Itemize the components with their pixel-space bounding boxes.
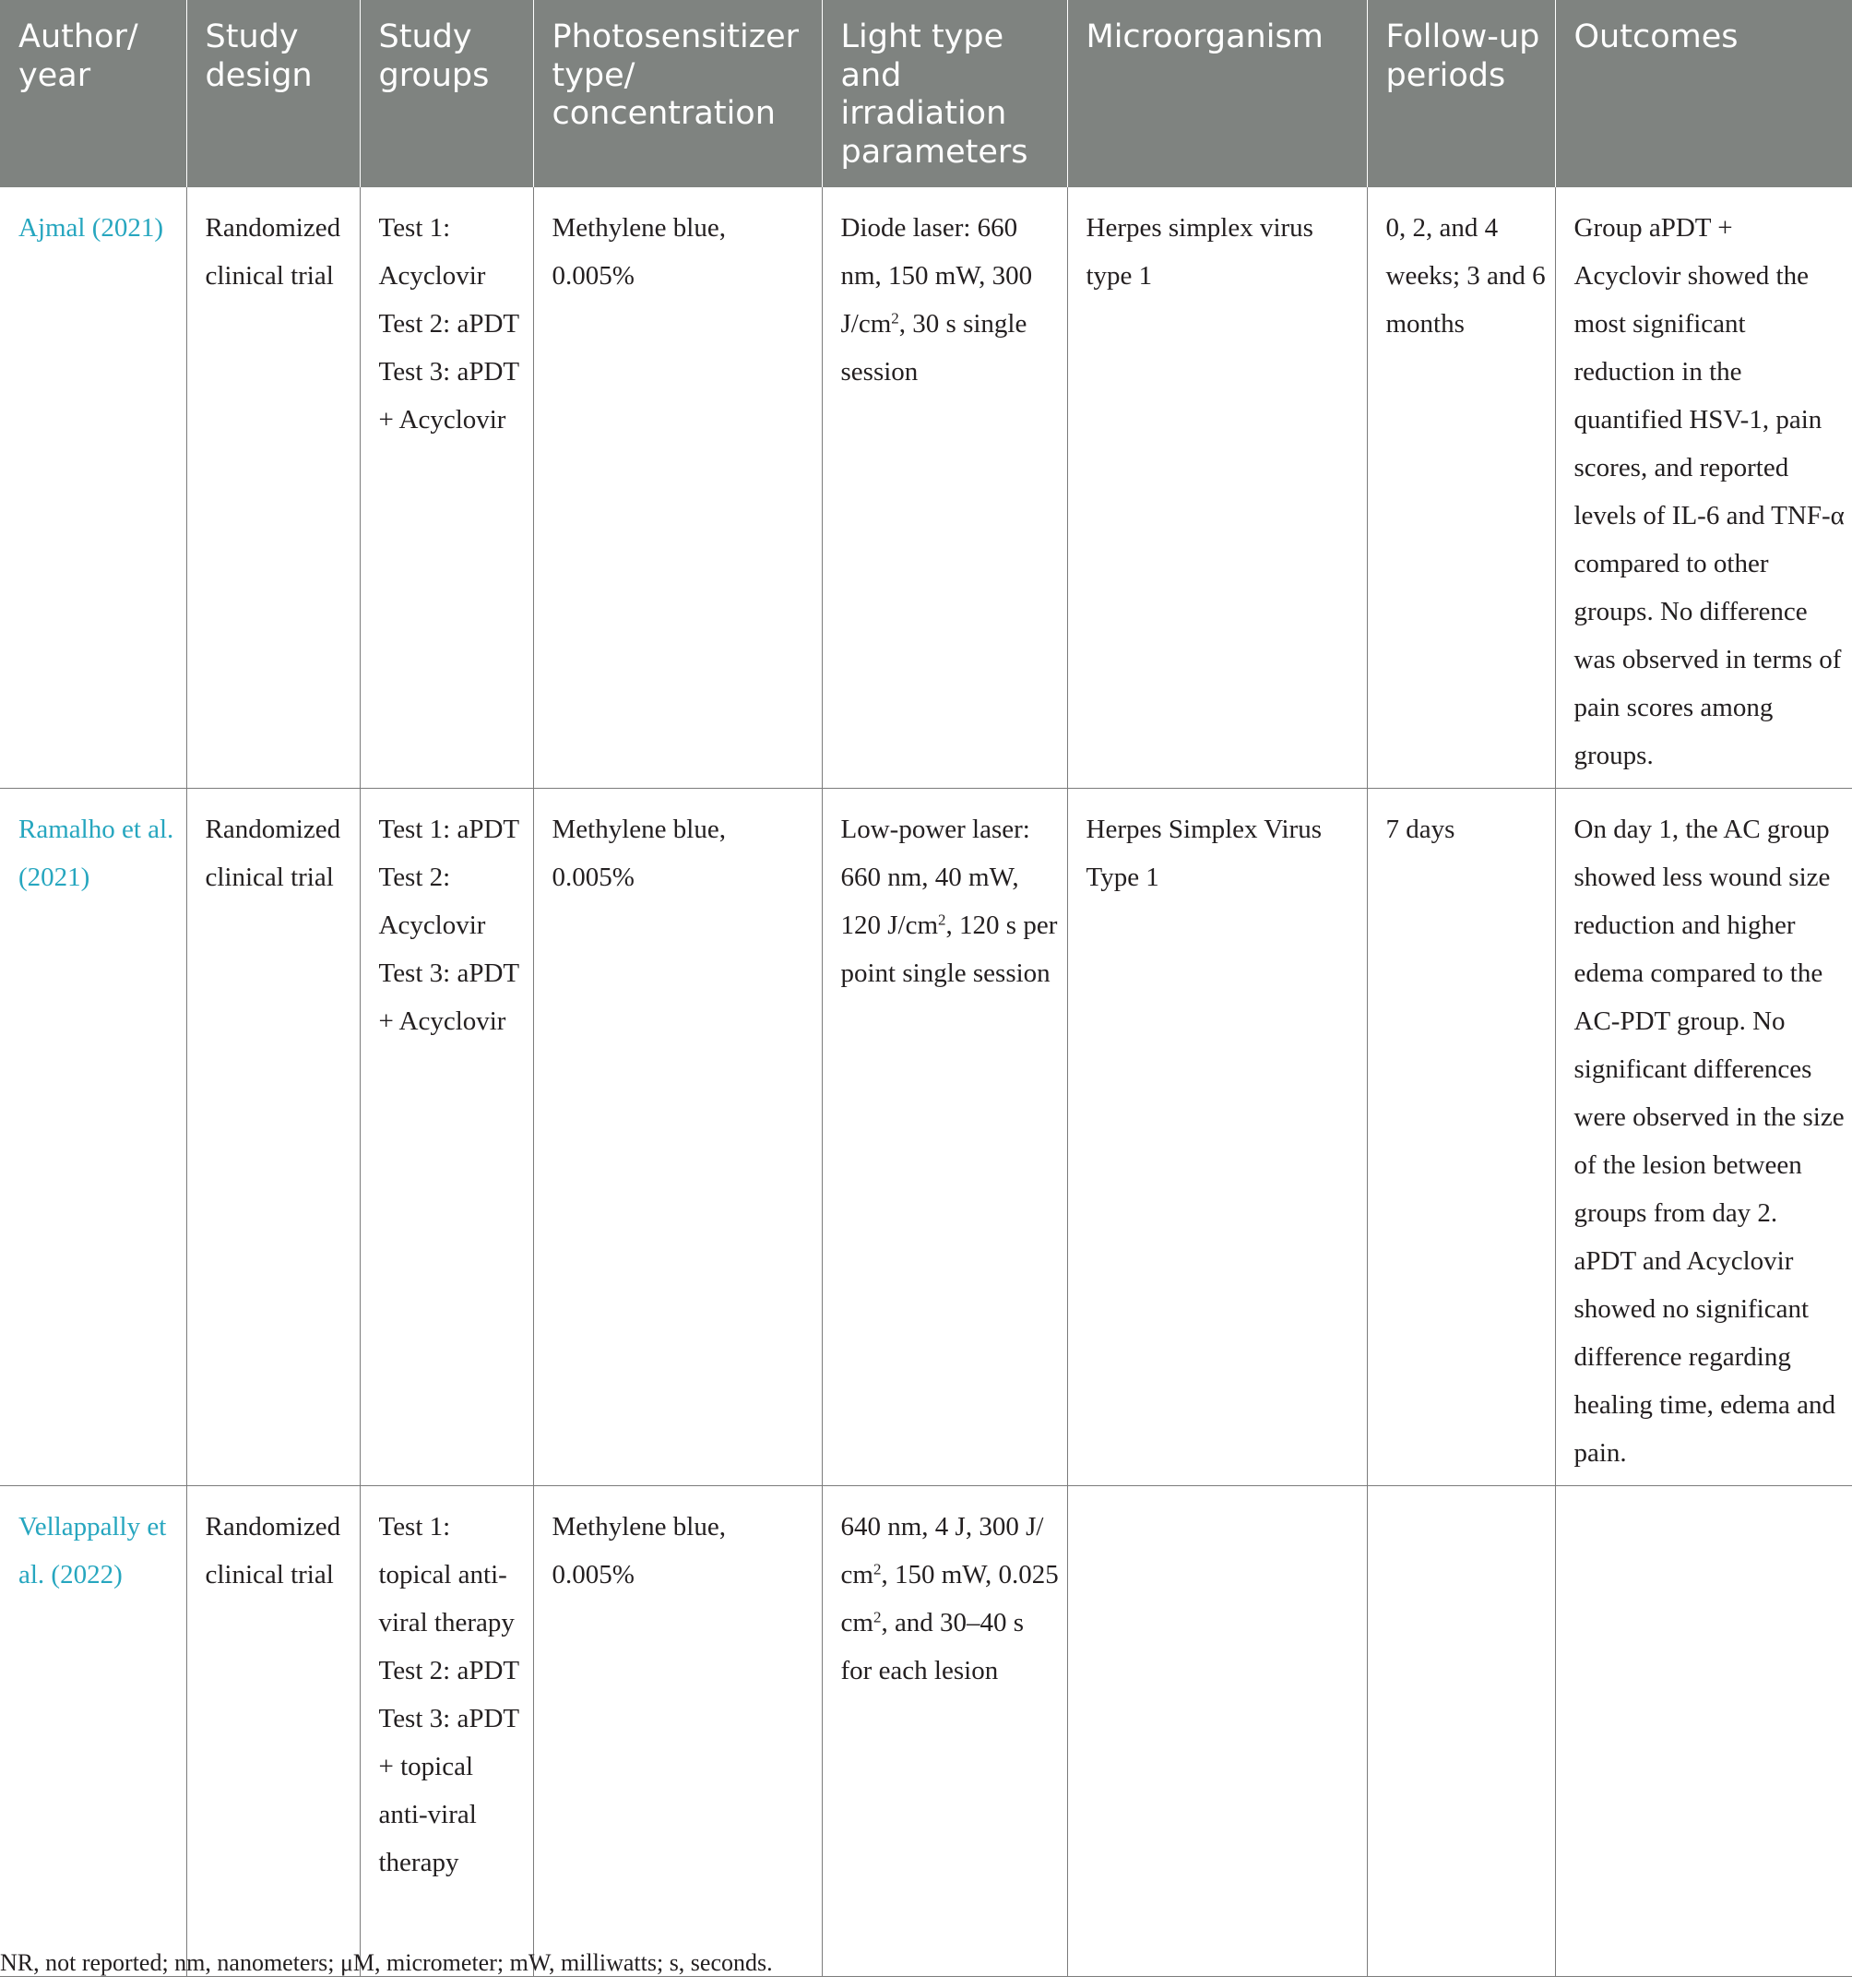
author-link[interactable]: Ramalho et al. (2021) [0,789,186,1486]
study-design-cell: Randomized clinical trial [186,789,360,1486]
header-row [0,0,1852,187]
study-design-cell: Randomized clinical trial [186,1486,360,1977]
header-light-type: Light type and irradiation parameters [822,0,1067,187]
table-footnote: NR, not reported; nm, nanometers; μM, micrometer; mW, milliwatts; s, seconds. [0,1949,773,1976]
table-row [0,789,1852,1486]
header-study-design: Study design [186,0,360,187]
photosensitizer-cell: Methylene blue, 0.005% [533,187,822,789]
study-design-cell: Randomized clinical trial [186,187,360,789]
table-row [0,1486,1852,1977]
light-text: , 150 mW, 0.025 cm [840,1560,1059,1637]
header-photosensitizer: Photosensitizer type/ concentration [533,0,822,187]
follow-up-cell: 0, 2, and 4 weeks; 3 and 6 months [1367,187,1555,789]
light-text: Low-power laser: 660 nm, 40 mW, 120 J/cm [840,815,1030,940]
light-text: , and 30–40 s for each lesion [840,1608,1025,1685]
superscript: 2 [873,1608,882,1626]
microorganism-cell: Herpes Simplex Virus Type 1 [1067,789,1367,1486]
author-link[interactable]: Vellappally et al. (2022) [0,1486,186,1977]
header-follow-up: Follow-up periods [1367,0,1555,187]
header-study-groups: Study groups [360,0,533,187]
outcomes-cell [1555,1486,1852,1977]
study-groups-cell: Test 1: Acyclovir Test 2: aPDT Test 3: aPDT + Acyclovir [360,187,533,789]
light-text: Diode laser: 660 nm, 150 mW, 300 J/cm [840,213,1033,339]
microorganism-cell [1067,1486,1367,1977]
superscript: 2 [873,1560,882,1578]
light-parameters-cell [822,1486,1067,1977]
photosensitizer-cell: Methylene blue, 0.005% [533,1486,822,1977]
header-microorganism: Microorganism [1067,0,1367,187]
photosensitizer-cell: Methylene blue, 0.005% [533,789,822,1486]
light-parameters-cell [822,789,1067,1486]
light-text: , 120 s per point single session [840,911,1058,988]
superscript: 2 [891,309,899,327]
follow-up-cell [1367,1486,1555,1977]
microorganism-cell: Herpes simplex virus type 1 [1067,187,1367,789]
light-text: , 30 s single session [840,309,1027,387]
study-groups-cell: Test 1: aPDT Test 2: Acyclovir Test 3: aPDT + Acyclovir [360,789,533,1486]
outcomes-cell: On day 1, the AC group showed less wound size reduction and higher edema compared to the AC-PDT group. No significant differences were observed in the size of the lesion between groups from day 2. aPDT and Acyclovir showed no significant difference regarding healing time, edema and pain. [1555,789,1852,1486]
outcomes-cell: Group aPDT + Acyclovir showed the most significant reduction in the quantified HSV-1, pain scores, and reported levels of IL-6 and TNF-α compared to other groups. No difference was observed in terms of pain scores among groups. [1555,187,1852,789]
header-outcomes: Outcomes [1555,0,1852,187]
author-link[interactable]: Ajmal (2021) [0,187,186,789]
follow-up-cell: 7 days [1367,789,1555,1486]
table-row [0,187,1852,789]
header-author-year: Author/ year [0,0,186,187]
study-groups-cell: Test 1: topical anti-viral therapy Test 2: aPDT Test 3: aPDT + topical anti-viral therapy [360,1486,533,1977]
light-parameters-cell [822,187,1067,789]
light-text: 640 nm, 4 J, 300 J/ cm [840,1512,1044,1589]
superscript: 2 [938,911,946,929]
